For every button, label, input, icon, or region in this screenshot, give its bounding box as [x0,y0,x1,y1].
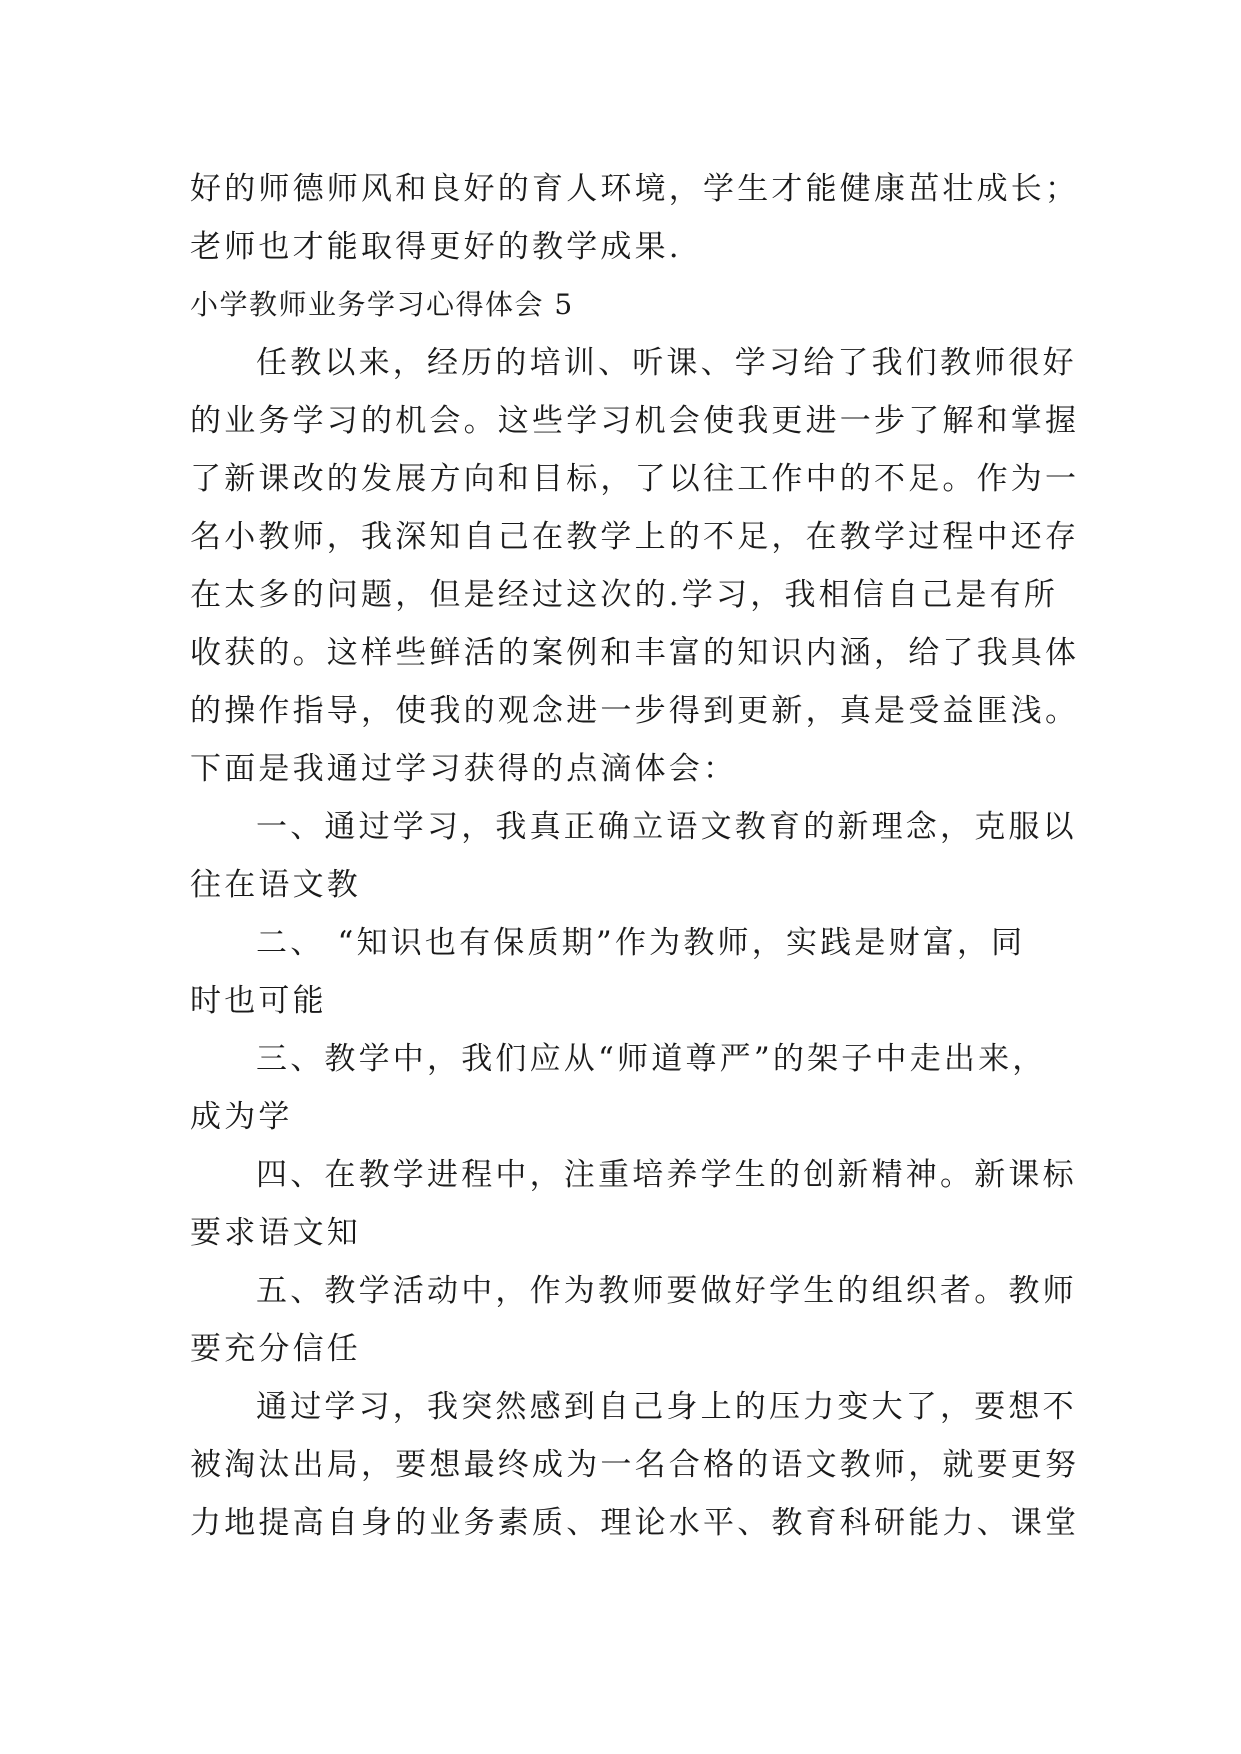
list-item-3: 三、教学中，我们应从“师道尊严”的架子中走出来， [256,1041,1047,1077]
section-title: 小学教师业务学习心得体会 5 [190,288,574,321]
text-line: 的业务学习的机会。这些学习机会使我更进一步了解和掌握 [190,403,1080,439]
text-line: 的操作指导，使我的观念进一步得到更新，真是受益匪浅。 [190,693,1080,729]
text-line: 老师也才能取得更好的教学成果. [190,229,682,265]
text-line: 要求语文知 [190,1215,361,1251]
text-line: 被淘汰出局，要想最终成为一名合格的语文教师，就要更努 [190,1447,1080,1483]
text-line: 名小教师，我深知自己在教学上的不足，在教学过程中还存 [190,519,1080,555]
text-line: 成为学 [190,1099,293,1135]
text-line: 往在语文教 [190,867,361,903]
list-item-4: 四、在教学进程中，注重培养学生的创新精神。新课标 [256,1157,1077,1193]
list-item-2: 二、 “知识也有保质期”作为教师，实践是财富，同 [256,925,1026,961]
text-line: 要充分信任 [190,1331,361,1367]
text-line: 任教以来，经历的培训、听课、学习给了我们教师很好 [256,345,1077,381]
text-line: 好的师德师风和良好的育人环境，学生才能健康茁壮成长； [190,171,1080,207]
text-line: 下面是我通过学习获得的点滴体会： [190,751,738,787]
list-item-5: 五、教学活动中，作为教师要做好学生的组织者。教师 [256,1273,1077,1309]
list-item-1: 一、通过学习，我真正确立语文教育的新理念，克服以 [256,809,1077,845]
document-body [190,160,1080,1552]
text-line: 力地提高自身的业务素质、理论水平、教育科研能力、课堂 [190,1505,1080,1541]
text-line: 了新课改的发展方向和目标，了以往工作中的不足。作为一 [190,461,1080,497]
text-line: 通过学习，我突然感到自己身上的压力变大了，要想不 [256,1389,1077,1425]
text-line: 收获的。这样些鲜活的案例和丰富的知识内涵，给了我具体 [190,635,1080,671]
text-line: 在太多的问题，但是经过这次的.学习，我相信自己是有所 [190,577,1059,613]
text-line: 时也可能 [190,983,327,1019]
